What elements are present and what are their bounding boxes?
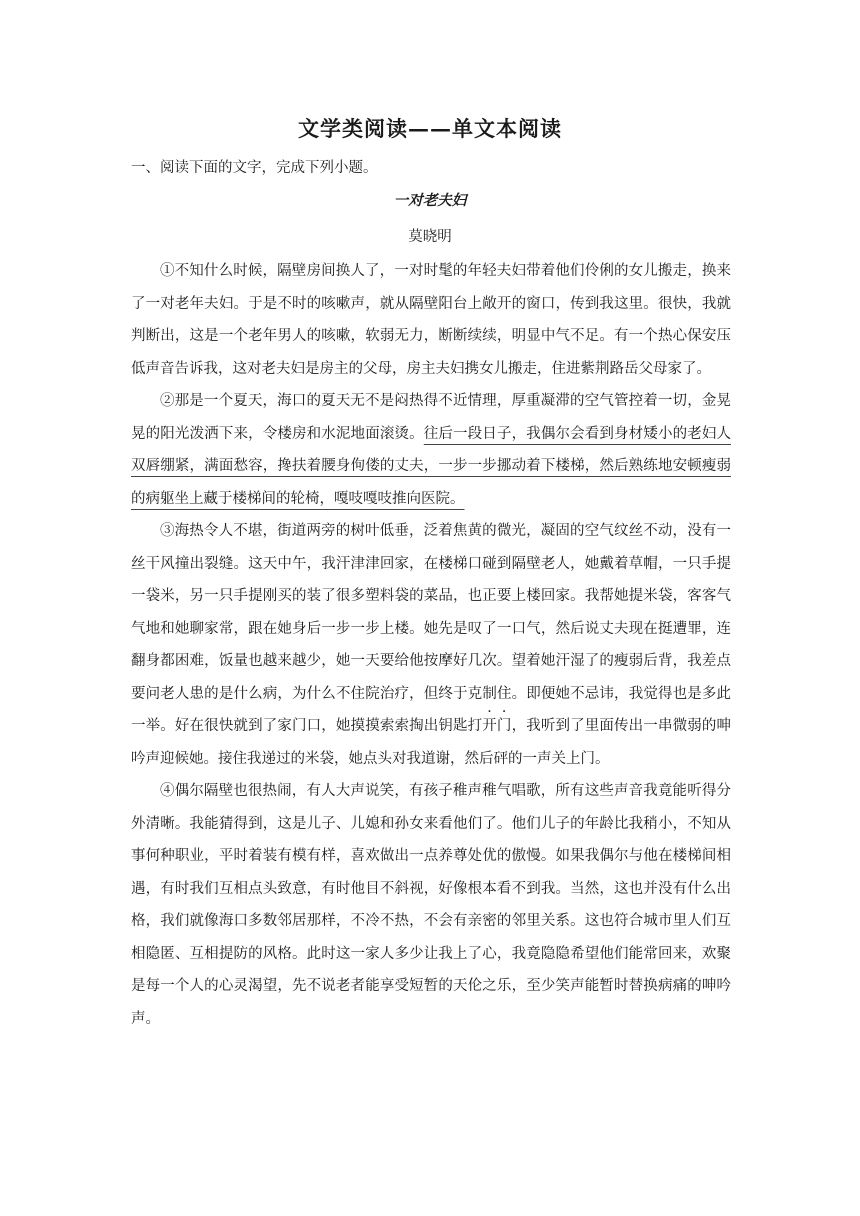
paragraph-3-text-before: ③海热令人不堪，街道两旁的树叶低垂，泛着焦黄的微光，凝固的空气纹丝不动，没有一丝干风撞出裂缝。这天中午，我汗津津回家，在楼梯口碰到隔壁老人，她戴着草帽，一只手提一袋米，另一只手提刚买的装了很多塑料袋的菜品，也正要上楼回家。我帮她提米袋，客客气气地和她聊家常，跟在她身后一步一步上楼。她先是叹了一口气，然后说丈夫现在挺遭罪，连翻身都困难，饭量也越来越少，她一天要给他按摩好几次。望着她汗湿了的瘦弱后背，我差点要问老人患的是什么病，为什么不住院治疗，但终于 (131, 523, 731, 702)
emphasis-dot-char: 制 (482, 685, 497, 702)
paragraph-3 (131, 515, 731, 775)
paragraph-2 (131, 385, 731, 515)
document-title: 文学类阅读——单文本阅读 (298, 116, 562, 141)
paragraph-4: ④偶尔隔壁也很热闹，有人大声说笑，有孩子稚声稚气唱歌，所有这些声音我竟能听得分外清晰。我能猜得到，这是儿子、儿媳和孙女来看他们了。他们儿子的年龄比我稍小，不知从事何种职业，平时着装有模有样，喜欢做出一点养尊处优的傲慢。如果我偶尔与他在楼梯间相遇，有时我们互相点头致意，有时他目不斜视，好像根本看不到我。当然，这也并没有什么出格，我们就像海口多数邻居那样，不冷不热，不会有亲密的邻里关系。这也符合城市里人们互相隐匿、互相提防的风格。此时这一家人多少让我上了心，我竟隐隐希望他们能常回来，欢聚是每一个人的心灵渴望，先不说老者能享受短暂的天伦之乐，至少笑声能暂时替换病痛的呻吟声。 (131, 783, 731, 1027)
question-prompt: 一、阅读下面的文字，完成下列小题。 (131, 160, 378, 176)
emphasis-dot-char: 克 (467, 685, 483, 702)
underlined-sentence: 往后一段日子，我偶尔会看到身材矮小的老妇人双唇绷紧，满面愁容，搀扶着腰身佝偻的丈夫，一步一步挪动着下楼梯，然后熟练地安顿瘦弱的病躯坐上藏于楼梯间的轮椅，嘎吱嘎吱推向医院。 (131, 425, 731, 507)
paragraph-2-text: ②那是一个夏天，海口的夏天无不是闷热得不近情理，厚重凝滞的空气管控着一切，金晃晃的阳光泼洒下来，令楼房和水泥地面滚烫。 (131, 393, 731, 442)
paragraph-3-text-after: 住。即便她不忌讳，我觉得也是多此一举。好在很快就到了家门口，她摸摸索索掏出钥匙打开门，我听到了里面传出一串微弱的呻吟声迎候她。接住我递过的米袋，她点头对我道谢，然后砰的一声关上门。 (131, 685, 732, 767)
paragraph-1: ①不知什么时候，隔壁房间换人了，一对时髦的年轻夫妇带着他们伶俐的女儿搬走，换来了一对老年夫妇。于是不时的咳嗽声，就从隔壁阳台上敞开的窗口，传到我这里。很快，我就判断出，这是一个老年男人的咳嗽，软弱无力，断断续续，明显中气不足。有一个热心保安压低声音告诉我，这对老夫妇是房主的父母，房主夫妇携女儿搬走，住进紫荆路岳父母家了。 (131, 263, 731, 377)
article-author: 莫晓明 (408, 229, 452, 245)
article-title: 一对老夫妇 (393, 192, 467, 209)
article-body (131, 255, 731, 1035)
